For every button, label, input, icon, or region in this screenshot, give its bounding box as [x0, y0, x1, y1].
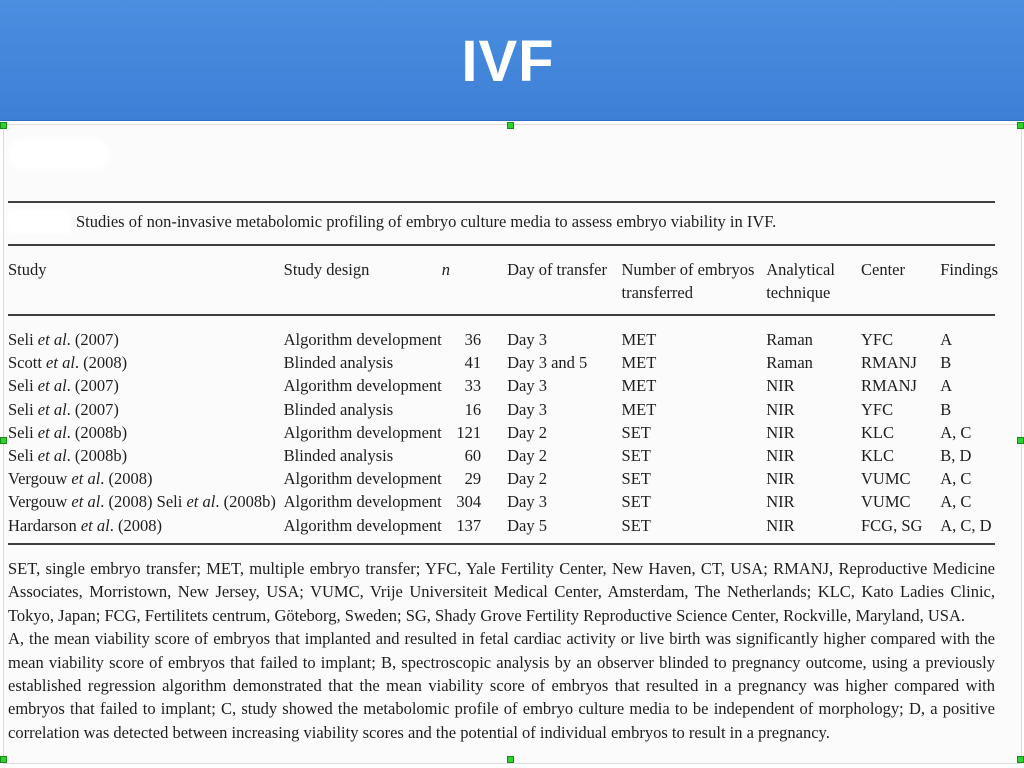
cell-n: 16: [464, 399, 482, 419]
caption-rule: [8, 244, 995, 246]
header-day-of-transfer: Day of transfer: [507, 260, 607, 279]
cell-findings: A, C: [940, 492, 972, 512]
cell-findings: A: [940, 330, 953, 349]
header-study-design: Study design: [283, 260, 370, 279]
cell-center: YFC: [861, 330, 894, 349]
study-et-al: et al: [37, 446, 67, 466]
cell-analytical-technique: NIR: [766, 469, 795, 489]
cell-study-design: Algorithm development: [283, 515, 442, 535]
cell-study-design: Algorithm development: [283, 376, 442, 396]
header-center: Center: [861, 260, 905, 279]
cell-study: [8, 467, 284, 490]
footnote-abbreviations: SET, single embryo transfer; MET, multiple embryo transfer; YFC, Yale Fertility Center, New Haven, CT, USA; RMANJ, Reproductive Medicine Associates, Morristown, New Jersey, USA; VUMC, Vrije Universiteit Medical Center, Amsterdam, The Netherlands; KLC, Kato Ladies Clinic, Tokyo, Japan; FCG, Fertilitets centrum, Göteborg, Sweden; SG, Shady Grove Fertility Reproductive Science Center, Rockville, Maryland, USA.: [8, 559, 995, 625]
study-citation-part: . (2007): [66, 399, 119, 419]
cell-center: VUMC: [861, 492, 911, 512]
cell-analytical-technique: NIR: [766, 422, 795, 442]
cell-findings: A, C: [940, 422, 972, 442]
cell-study: [8, 514, 284, 537]
slide-title-bar: [0, 0, 1024, 121]
study-citation-part: . (2008): [109, 515, 162, 535]
table-top-rule: [8, 201, 995, 203]
table-row: [8, 467, 998, 490]
cell-study-design: Blinded analysis: [283, 399, 394, 419]
cell-day-of-transfer: Day 3: [507, 376, 547, 396]
cell-n: 304: [456, 492, 482, 512]
table-row: [8, 351, 998, 374]
table-row: [8, 490, 998, 513]
study-et-al: et al: [80, 515, 110, 535]
study-et-al: et al: [71, 492, 101, 512]
cell-day-of-transfer: Day 2: [507, 469, 547, 489]
resize-handle-middle-right[interactable]: [1017, 437, 1024, 444]
cell-findings: B: [940, 399, 952, 419]
cell-number-transferred: SET: [621, 446, 651, 466]
study-citation-part: . (2008): [100, 469, 153, 489]
resize-handle-bottom-center[interactable]: [507, 756, 514, 763]
cell-analytical-technique: NIR: [766, 376, 795, 396]
study-citation-part: Seli: [8, 376, 38, 396]
cell-day-of-transfer: Day 3: [507, 399, 547, 419]
cell-center: YFC: [861, 399, 894, 419]
cell-study-design: Blinded analysis: [283, 353, 394, 373]
resize-handle-bottom-left[interactable]: [0, 756, 7, 763]
cell-number-transferred: SET: [621, 515, 651, 535]
study-et-al: et al: [37, 330, 67, 349]
study-citation-part: . (2008b): [66, 446, 128, 466]
table-footnotes: [8, 557, 995, 744]
study-et-al: et al: [186, 492, 216, 512]
cell-analytical-technique: Raman: [766, 330, 813, 349]
cell-center: KLC: [861, 422, 894, 442]
cell-day-of-transfer: Day 3 and 5: [507, 353, 588, 373]
cell-n: 41: [464, 353, 482, 373]
cell-day-of-transfer: Day 2: [507, 446, 547, 466]
study-et-al: et al: [37, 376, 67, 396]
cell-n: 36: [464, 330, 482, 349]
redaction-blur-caption: [8, 210, 70, 234]
cell-center: KLC: [861, 446, 894, 466]
redaction-blur-top: [8, 138, 110, 170]
cell-analytical-technique: NIR: [766, 515, 795, 535]
cell-study: [8, 374, 284, 397]
table-row: [8, 514, 998, 537]
study-citation-part: Vergouw: [8, 492, 72, 512]
slide-title[interactable]: IVF: [461, 29, 555, 94]
study-citation-part: . (2008b): [66, 422, 128, 442]
cell-findings: A, C: [940, 469, 972, 489]
header-number-line2: transferred: [621, 283, 693, 302]
cell-findings: A: [940, 376, 953, 396]
cell-study: [8, 398, 284, 421]
cell-n: 121: [456, 422, 482, 442]
cell-study: [8, 490, 284, 513]
study-citation-part: Seli: [8, 422, 38, 442]
cell-study-design: Blinded analysis: [283, 446, 394, 466]
cell-n: 29: [464, 469, 482, 489]
cell-day-of-transfer: Day 2: [507, 422, 547, 442]
header-study: Study: [8, 260, 47, 279]
cell-number-transferred: SET: [621, 422, 651, 442]
study-citation-part: . (2008) Seli: [100, 492, 187, 512]
cell-n: 137: [456, 515, 482, 535]
cell-center: FCG, SG: [861, 515, 923, 535]
header-findings: Findings: [940, 260, 998, 279]
cell-study-design: Algorithm development: [283, 422, 442, 442]
cell-number-transferred: SET: [621, 492, 651, 512]
study-citation-part: Scott: [8, 353, 47, 373]
study-citation-part: . (2008): [74, 353, 128, 373]
table-row: [8, 421, 998, 444]
study-citation-part: . (2007): [66, 330, 119, 349]
cell-study: [8, 316, 284, 351]
cell-analytical-technique: NIR: [766, 399, 795, 419]
cell-center: VUMC: [861, 469, 911, 489]
cell-n: 60: [464, 446, 482, 466]
study-citation-part: . (2007): [66, 376, 119, 396]
cell-findings: A, C, D: [940, 515, 992, 535]
study-citation-part: Seli: [8, 446, 38, 466]
table-row: [8, 398, 998, 421]
cell-number-transferred: MET: [621, 399, 657, 419]
table-row: [8, 316, 998, 351]
study-citation-part: Seli: [8, 330, 38, 349]
resize-handle-bottom-right[interactable]: [1017, 756, 1024, 763]
resize-handle-middle-left[interactable]: [0, 437, 7, 444]
cell-center: RMANJ: [861, 353, 917, 373]
table-row: [8, 444, 998, 467]
study-citation-part: Hardarson: [8, 515, 81, 535]
cell-study: [8, 421, 284, 444]
table-bottom-rule: [8, 543, 995, 545]
cell-analytical-technique: NIR: [766, 446, 795, 466]
cell-number-transferred: MET: [621, 376, 657, 396]
cell-number-transferred: SET: [621, 469, 651, 489]
cell-number-transferred: MET: [621, 353, 657, 373]
header-technique-line1: Analytical: [766, 260, 835, 279]
study-citation-part: Vergouw: [8, 469, 72, 489]
study-et-al: et al: [46, 353, 75, 373]
study-citation-part: . (2008b): [215, 492, 276, 512]
table-row: [8, 374, 998, 397]
cell-analytical-technique: NIR: [766, 492, 795, 512]
cell-analytical-technique: Raman: [766, 353, 813, 373]
study-et-al: et al: [37, 399, 67, 419]
cell-study-design: Algorithm development: [283, 469, 442, 489]
cell-number-transferred: MET: [621, 330, 657, 349]
header-number-line1: Number of embryos: [621, 260, 755, 279]
studies-table: [8, 258, 998, 537]
resize-handle-top-left[interactable]: [0, 122, 7, 129]
study-et-al: et al: [71, 469, 101, 489]
cell-n: 33: [464, 376, 482, 396]
resize-handle-top-right[interactable]: [1017, 122, 1024, 129]
footnote-findings-legend: A, the mean viability score of embryos that implanted and resulted in fetal cardiac activity or live birth was significantly higher compared with the mean viability score of embryos that failed to implant; B, spectroscopic analysis by an observer blinded to pregnancy outcome, using a previously established regression algorithm demonstrated that the mean viability score of embryos that resulted in a pregnancy was higher compared with embryos that failed to implant; C, study showed the metabolomic profile of embryo culture media to be independent of morphology; D, a positive correlation was detected between increasing viability scores and the potential of individual embryos to result in a pregnancy.: [8, 629, 995, 742]
cell-findings: B, D: [940, 446, 972, 466]
study-et-al: et al: [37, 422, 67, 442]
table-caption: Studies of non-invasive metabolomic profiling of embryo culture media to assess embryo viability in IVF.: [76, 212, 777, 231]
cell-day-of-transfer: Day 5: [507, 515, 547, 535]
cell-study-design: Algorithm development: [283, 330, 442, 349]
header-analytical-technique: [766, 258, 861, 316]
cell-center: RMANJ: [861, 376, 917, 396]
header-number-of-embryos: [622, 258, 767, 316]
cell-study: [8, 351, 284, 374]
cell-study-design: Algorithm development: [283, 492, 442, 512]
cell-day-of-transfer: Day 3: [507, 492, 547, 512]
table-header-row: [8, 258, 998, 316]
header-n: n: [441, 260, 450, 279]
study-citation-part: Seli: [8, 399, 38, 419]
header-technique-line2: technique: [766, 283, 831, 302]
resize-handle-top-center[interactable]: [507, 122, 514, 129]
cell-day-of-transfer: Day 3: [507, 330, 547, 349]
cell-findings: B: [940, 353, 952, 373]
cell-study: [8, 444, 284, 467]
